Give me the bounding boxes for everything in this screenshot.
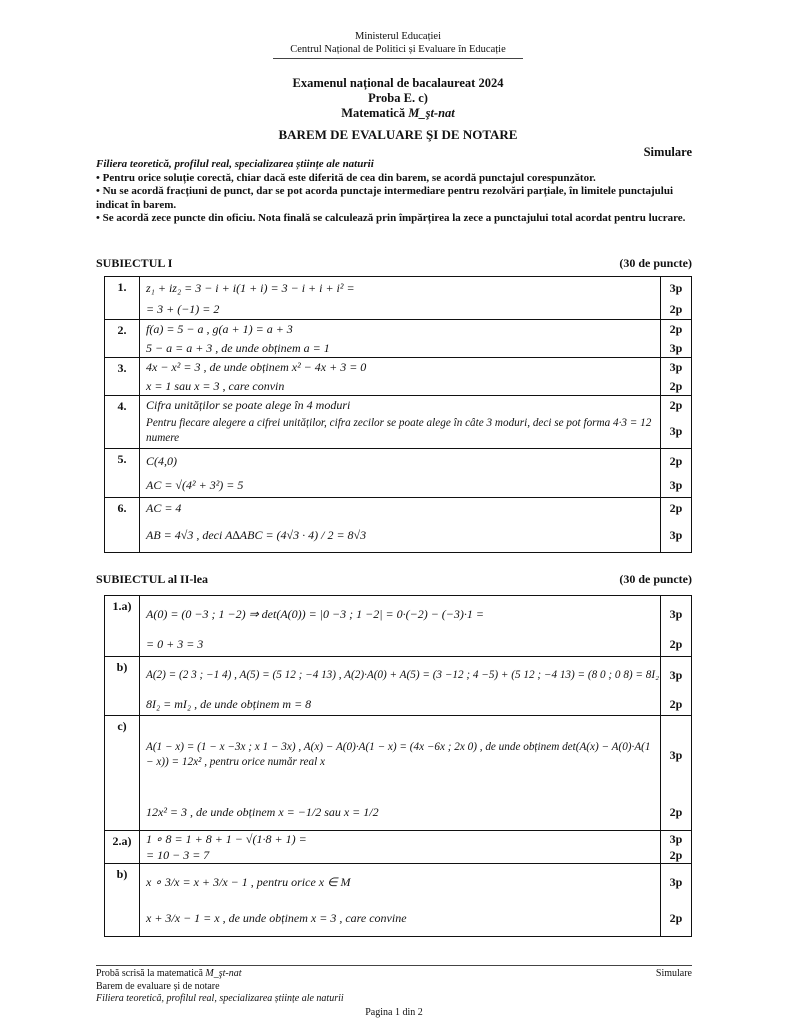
- solution-text: x + 3/x − 1 = x , de unde obținem x = 3 , care convine: [146, 910, 407, 925]
- item-points: [661, 657, 692, 716]
- item-number: 4.: [105, 396, 140, 449]
- instruction-bullet: • Pentru orice soluție corectă, chiar dacă este diferită de cea din barem, se acordă punctajul corespunzător.: [96, 171, 596, 184]
- solution-text: AC = 4: [146, 500, 182, 515]
- table-row: [105, 498, 692, 553]
- table-row: [105, 358, 692, 396]
- points-value: 3p: [669, 477, 683, 492]
- table-row: [105, 596, 692, 657]
- points-value: 2p: [669, 301, 683, 316]
- instruction-bullet: • Se acordă zece puncte din oficiu. Nota finală se calculează prin împărțirea la zece a punctajului total acordat pentru lucrare.: [96, 212, 686, 224]
- solution-line: [140, 831, 660, 847]
- table-row: [105, 831, 692, 864]
- footer-simulare: Simulare: [655, 968, 692, 979]
- table-row: [105, 864, 692, 937]
- points-value: 3p: [669, 280, 683, 295]
- item-number: 1.: [105, 277, 140, 320]
- item-points: [661, 396, 692, 449]
- subiect-1-table: [104, 276, 692, 553]
- points-value: 2p: [669, 847, 683, 862]
- item-points: [661, 596, 692, 657]
- filiera-line: Filiera teoretică, profilul real, specializarea științe ale naturii: [96, 158, 374, 170]
- points-value: 3p: [669, 606, 683, 621]
- subiect-2-points: (30 de puncte): [619, 572, 692, 586]
- item-points: [661, 498, 692, 553]
- solution-line: [140, 693, 660, 715]
- table-row: [105, 396, 692, 449]
- item-solution: [140, 596, 661, 657]
- solution-text: AC = √(4² + 3²) = 5: [146, 477, 244, 492]
- solution-text: 1 ∘ 8 = 1 + 8 + 1 − √(1·8 + 1) =: [146, 831, 307, 846]
- solution-text: A(2) = (2 3 ; −1 4) , A(5) = (5 12 ; −4 13) , A(2)·A(0) + A(5) = (3 −12 ; 4 −5) + (5 12 ; −4 13) = (8 0 ; 0 8) = 8I₂: [146, 668, 659, 681]
- points-value: 2p: [669, 910, 683, 925]
- exam-subject-profile: M_şt-nat: [408, 106, 455, 120]
- page-number: Pagina 1 din 2: [365, 1006, 423, 1018]
- footer-line-3: Filiera teoretică, profilul real, specializarea științe ale naturii: [96, 993, 344, 1004]
- subiect-2-table: [104, 595, 692, 937]
- item-points: [661, 320, 692, 358]
- solution-text: x = 1 sau x = 3 , care convin: [146, 378, 285, 393]
- solution-text: f(a) = 5 − a , g(a + 1) = a + 3: [146, 322, 293, 336]
- exam-subject-prefix: Matematică: [341, 106, 409, 120]
- points-value: 3p: [669, 831, 683, 846]
- instruction-bullet: • Nu se acordă fracțiuni de punct, dar se pot acorda punctaje intermediare pentru rezolvări parțiale, în limitele punctajului indicat în barem.: [96, 185, 674, 211]
- solution-line: [140, 900, 660, 936]
- item-solution: [140, 396, 661, 449]
- solution-text: A(1 − x) = (1 − x −3x ; x 1 − 3x) , A(x) − A(0)·A(1 − x) = (4x −6x ; 2x 0) , de unde obținem det(A(x) − A(0)·A(1 − x)) = 12x² , pentru orice număr real x: [146, 741, 651, 768]
- solution-text: z₁ + iz₂ = 3 − i + i(1 + i) = 3 − i + i + i² =: [146, 280, 355, 295]
- points-value: 3p: [669, 360, 683, 374]
- solution-line: [140, 277, 660, 299]
- solution-line: [140, 299, 660, 319]
- item-solution: [140, 716, 661, 831]
- table-row: [105, 449, 692, 498]
- points-value: 2p: [669, 804, 683, 819]
- subiect-1-points: (30 de puncte): [619, 256, 692, 270]
- solution-text: Pentru fiecare alegere a cifrei unităților, cifra zecilor se poate alege în câte 3 moduri, deci se pot forma 4·3 = 12 numere: [146, 417, 652, 444]
- solution-text: Cifra unităților se poate alege în 4 moduri: [146, 397, 351, 412]
- solution-text: A(0) = (0 −3 ; 1 −2) ⇒ det(A(0)) = |0 −3 ; 1 −2| = 0·(−2) − (−3)·1 =: [146, 606, 484, 621]
- solution-text: 5 − a = a + 3 , de unde obținem a = 1: [146, 340, 330, 355]
- points-value: 3p: [669, 527, 683, 542]
- points-value: 2p: [669, 500, 683, 515]
- points-value: 2p: [669, 397, 683, 412]
- page-footer: [96, 965, 692, 1019]
- item-solution: [140, 277, 661, 320]
- points-value: 2p: [669, 378, 683, 393]
- solution-text: AB = 4√3 , deci A∆ABC = (4√3 · 4) / 2 = 8√3: [146, 527, 367, 542]
- solution-line: [140, 396, 660, 414]
- item-number: 2.: [105, 320, 140, 358]
- header-divider: [273, 58, 523, 59]
- simulare-label: Simulare: [643, 145, 692, 159]
- exam-subject: [0, 106, 796, 121]
- solution-line: [140, 414, 660, 448]
- solution-line: [140, 339, 660, 357]
- item-solution: [140, 864, 661, 937]
- intro-instructions: [96, 158, 692, 226]
- item-number: b): [105, 657, 140, 716]
- item-solution: [140, 498, 661, 553]
- item-number: 3.: [105, 358, 140, 396]
- solution-text: = 3 + (−1) = 2: [146, 301, 220, 316]
- solution-line: [140, 864, 660, 900]
- item-number: b): [105, 864, 140, 937]
- solution-text: C(4,0): [146, 453, 177, 468]
- item-solution: [140, 831, 661, 864]
- solution-line: [140, 498, 660, 518]
- points-value: 3p: [669, 874, 683, 889]
- barem-heading: BAREM DE EVALUARE ŞI DE NOTARE: [278, 127, 518, 142]
- table-row: [105, 716, 692, 831]
- ministry-header: [0, 30, 796, 59]
- solution-text: = 0 + 3 = 3: [146, 636, 204, 651]
- item-solution: [140, 320, 661, 358]
- center-name: Centrul Național de Politici și Evaluare în Educație: [290, 44, 506, 55]
- item-points: [661, 358, 692, 396]
- item-number: 2.a): [105, 831, 140, 864]
- table-row: [105, 320, 692, 358]
- solution-line: [140, 449, 660, 473]
- solution-line: [140, 657, 660, 693]
- subiect-2-heading: [96, 572, 692, 587]
- solution-line: [140, 473, 660, 497]
- points-value: 3p: [669, 340, 683, 355]
- item-points: [661, 716, 692, 831]
- exam-title: Examenul național de bacalaureat 2024: [292, 76, 504, 90]
- item-number: 6.: [105, 498, 140, 553]
- solution-line: [140, 847, 660, 863]
- solution-text: x ∘ 3/x = x + 3/x − 1 , pentru orice x ∈ M: [146, 874, 351, 889]
- solution-line: [140, 358, 660, 377]
- points-value: 3p: [669, 667, 683, 682]
- points-value: 3p: [669, 747, 683, 762]
- solution-text: 4x − x² = 3 , de unde obținem x² − 4x + 3 = 0: [146, 360, 367, 374]
- solution-text: = 10 − 3 = 7: [146, 847, 210, 862]
- ministry-name: Ministerul Educației: [354, 31, 442, 42]
- points-value: 2p: [669, 453, 683, 468]
- item-solution: [140, 449, 661, 498]
- item-solution: [140, 657, 661, 716]
- footer-line-1: [96, 968, 692, 981]
- solution-line: [140, 518, 660, 552]
- item-solution: [140, 358, 661, 396]
- solution-text: 12x² = 3 , de unde obținem x = −1/2 sau x = 1/2: [146, 804, 379, 819]
- item-number: c): [105, 716, 140, 831]
- points-value: 2p: [669, 636, 683, 651]
- solution-line: [140, 794, 660, 830]
- exam-title-block: [0, 76, 796, 121]
- item-points: [661, 831, 692, 864]
- subiect-1-heading: [96, 256, 692, 271]
- solution-line: [140, 320, 660, 339]
- solution-text: 8I₂ = mI₂ , de unde obținem m = 8: [146, 696, 312, 711]
- item-number: 5.: [105, 449, 140, 498]
- footer-line-2: Barem de evaluare și de notare: [96, 980, 220, 992]
- exam-proba: Proba E. c): [368, 91, 428, 105]
- footer-prefix: Probă scrisă la matematică: [96, 968, 206, 979]
- points-value: 2p: [669, 322, 683, 336]
- table-row: [105, 277, 692, 320]
- table-row: [105, 657, 692, 716]
- points-value: 2p: [669, 696, 683, 711]
- points-value: 3p: [669, 423, 683, 438]
- item-points: [661, 449, 692, 498]
- solution-line: [140, 596, 660, 632]
- item-points: [661, 864, 692, 937]
- solution-line: [140, 377, 660, 395]
- subiect-1-title: SUBIECTUL I: [96, 256, 173, 270]
- solution-line: [140, 716, 660, 794]
- item-points: [661, 277, 692, 320]
- solution-line: [140, 632, 660, 656]
- footer-profile: M_şt-nat: [205, 968, 242, 979]
- item-number: 1.a): [105, 596, 140, 657]
- subiect-2-title: SUBIECTUL al II-lea: [96, 572, 209, 586]
